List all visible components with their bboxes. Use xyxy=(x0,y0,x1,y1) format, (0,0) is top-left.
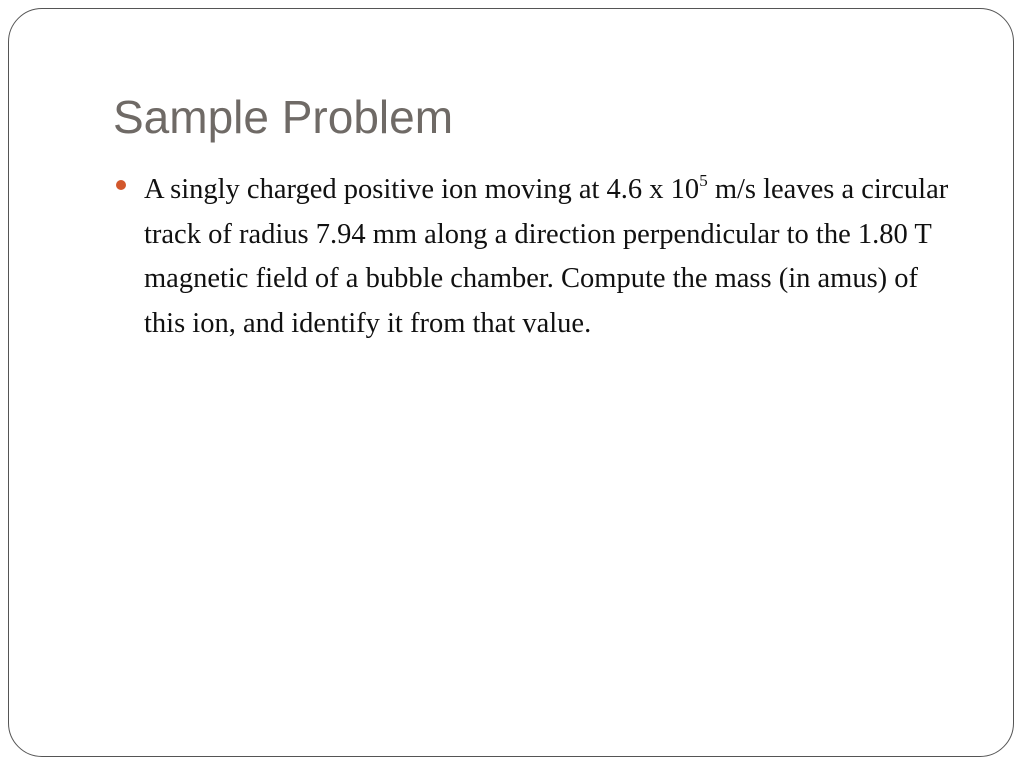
bullet-list xyxy=(113,168,963,346)
slide-title: Sample Problem xyxy=(113,91,454,143)
bullet-exponent: 5 xyxy=(699,170,708,190)
bullet-text-part1: A singly charged positive ion moving at 4.6 x 10 xyxy=(144,174,700,205)
bullet-dot-icon xyxy=(116,180,126,190)
bullet-text-part2: m/s leaves a circular track of radius 7.94 mm along a direction perpendicular to the 1.80 T magnetic field of a bubble chamber. Compute the mass (in amus) of this ion, and identify it from that value. xyxy=(144,174,949,339)
bullet-text xyxy=(144,168,963,346)
bullet-item xyxy=(113,168,963,346)
